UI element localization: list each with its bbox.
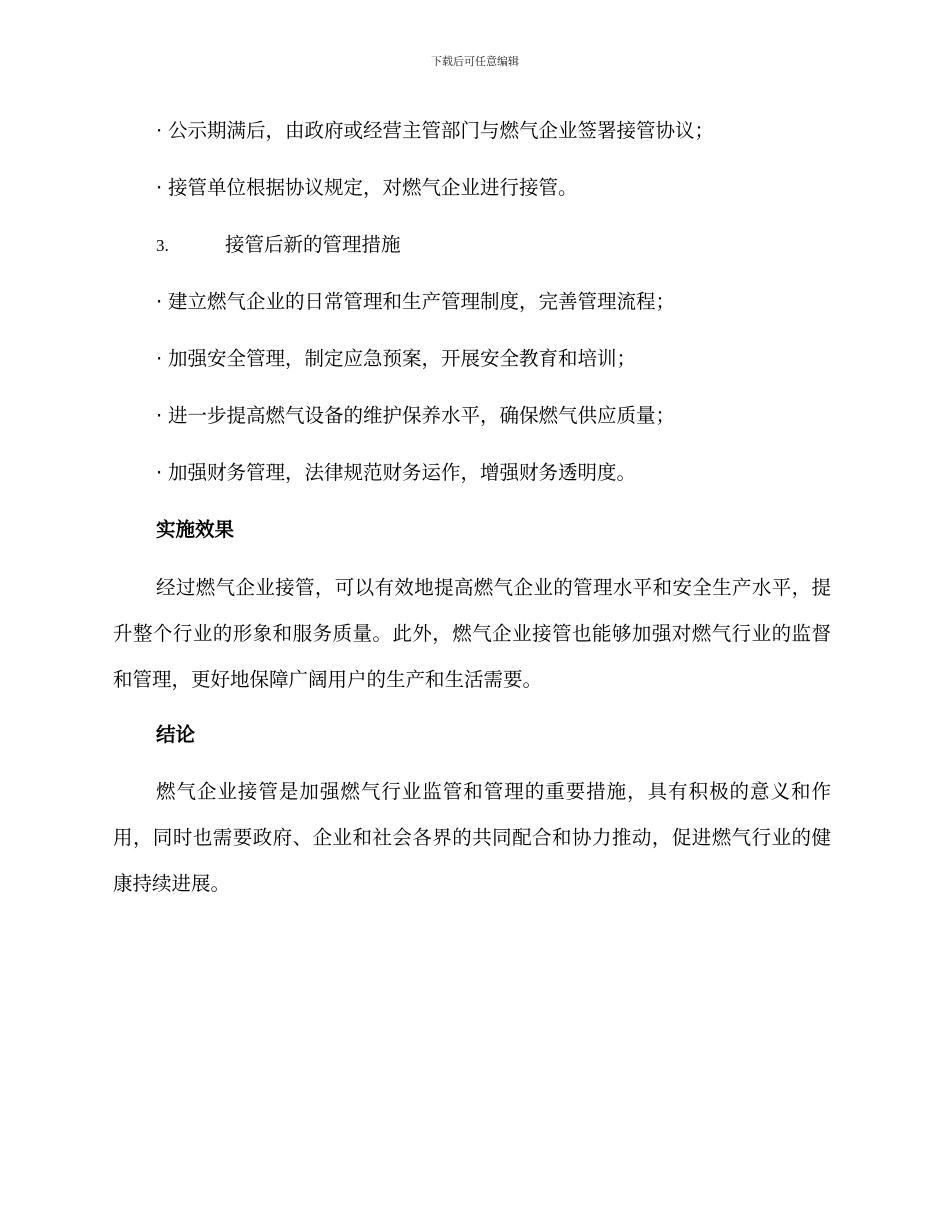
effect-paragraph: 经过燃气企业接管，可以有效地提高燃气企业的管理水平和安全生产水平，提升整个行业的形象和服务质量。此外，燃气企业接管也能够加强对燃气行业的监督和管理，更好地保障广阔用户的生产和生活需要。 [113, 576, 831, 691]
numbered-section-title [156, 231, 401, 260]
bullet-item [156, 117, 714, 145]
section-heading-effect: 实施效果 [156, 518, 235, 541]
bullet-item [156, 288, 675, 316]
page-header: 下载后可任意编辑 [431, 55, 519, 68]
bullet-text: 加强安全管理，制定应急预案，开展安全教育和培训； [168, 347, 637, 370]
bullet-item [156, 174, 578, 202]
bullet-text: 公示期满后，由政府或经营主管部门与燃气企业签署接管协议； [168, 119, 715, 142]
bullet-dot: · [156, 347, 163, 370]
bullet-text: 建立燃气企业的日常管理和生产管理制度，完善管理流程； [168, 290, 676, 313]
section-title: 接管后新的管理措施 [225, 233, 401, 256]
bullet-dot: · [156, 461, 163, 484]
bullet-dot: · [156, 290, 163, 313]
bullet-text: 接管单位根据协议规定，对燃气企业进行接管。 [168, 176, 578, 199]
bullet-item [156, 459, 636, 487]
bullet-item [156, 402, 675, 430]
bullet-dot: · [156, 119, 163, 142]
bullet-text: 加强财务管理，法律规范财务运作，增强财务透明度。 [168, 461, 637, 484]
section-number: 3. [156, 236, 169, 255]
bullet-text: 进一步提高燃气设备的维护保养水平，确保燃气供应质量； [168, 404, 676, 427]
bullet-dot: · [156, 176, 163, 199]
bullet-dot: · [156, 404, 163, 427]
conclusion-paragraph: 燃气企业接管是加强燃气行业监管和管理的重要措施，具有积极的意义和作用，同时也需要政府、企业和社会各界的共同配合和协力推动，促进燃气行业的健康持续进展。 [113, 780, 831, 895]
bullet-item [156, 345, 636, 373]
section-heading-conclusion: 结论 [156, 723, 196, 746]
